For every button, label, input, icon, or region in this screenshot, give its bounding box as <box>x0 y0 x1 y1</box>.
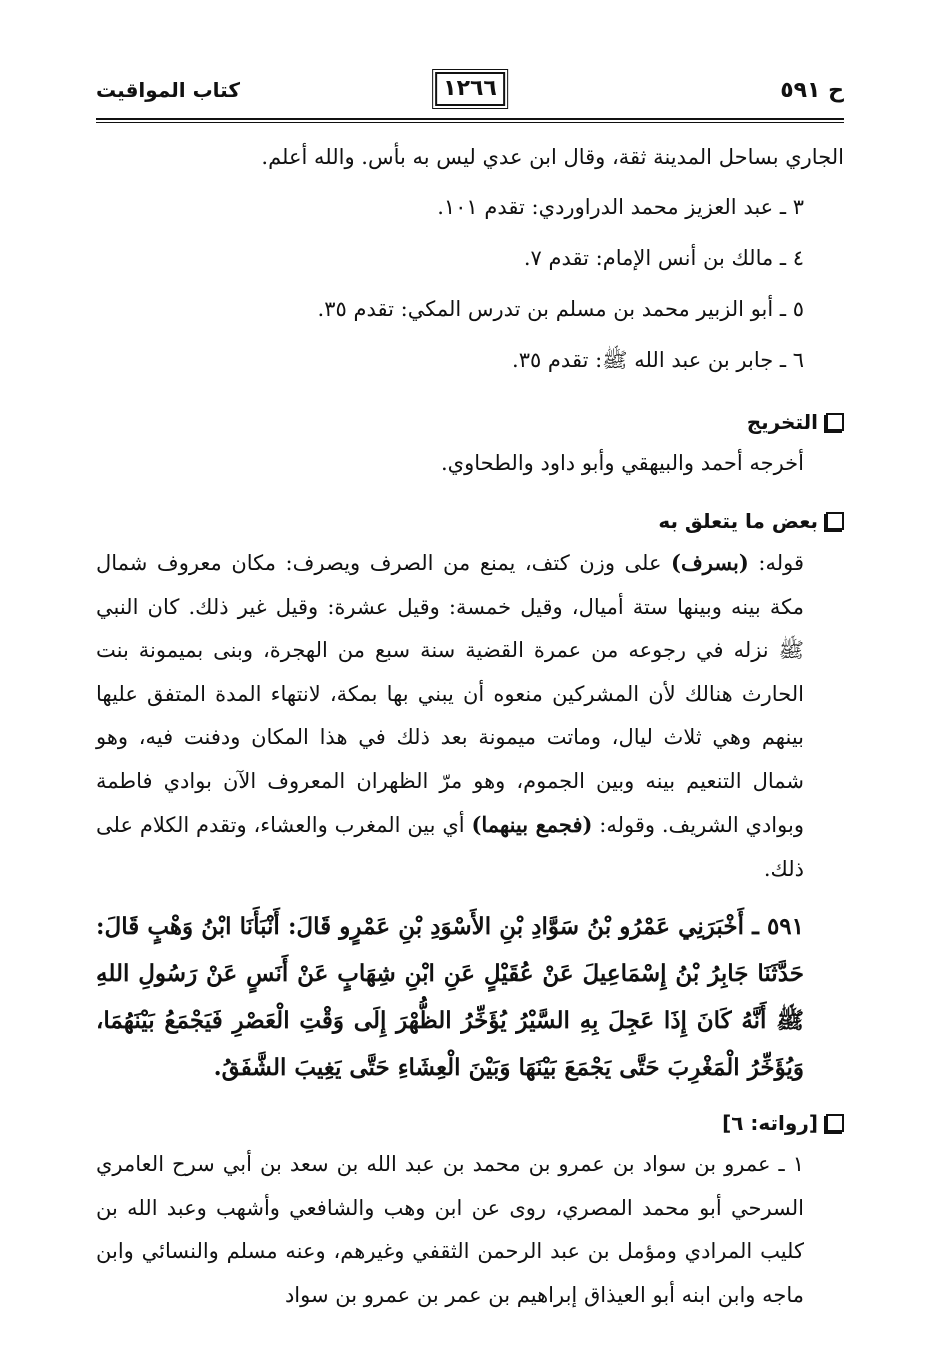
related-heading-label: بعض ما يتعلق به <box>658 509 818 533</box>
hadith-number: ح ٥٩١ <box>780 78 844 103</box>
list-item: ٥ ـ أبو الزبير محمد بن مسلم بن تدرس المكي: تقدم ٣٥. <box>317 296 804 321</box>
related-paragraph <box>96 541 844 891</box>
list-item: ٤ ـ مالك بن أنس الإمام: تقدم ٧. <box>523 245 804 270</box>
header-rule <box>96 118 844 120</box>
list-item: ٦ ـ جابر بن عبد الله ﷺ: تقدم ٣٥. <box>512 347 804 372</box>
intro-line: الجاري بساحل المدينة ثقة، وقال ابن عدي ليس به بأس. والله أعلم. <box>261 145 844 169</box>
checkbox-square-icon <box>826 512 844 530</box>
page-content <box>96 136 844 1317</box>
term-fajama: (فجمع بينهما) <box>471 812 593 837</box>
book-title: كتاب المواقيت <box>96 78 240 102</box>
header-rule-thin <box>96 122 844 123</box>
page-number: ١٢٦٦ <box>435 72 505 106</box>
page-header <box>96 72 844 116</box>
narrators-text: ١ ـ عمرو بن سواد بن عمرو بن محمد بن عبد الله بن سعد بن أبي سرح العامري السرحي أبو محمد المصري، روى عن ابن وهب والشافعي وأشهب وعبد الله بن كليب المرادي ومؤمل بن عبد الرحمن الثقفي وغيرهم، وعنه مسلم والنسائي وابن ماجه وابن ابنه أبو العيذاق إبراهيم بن عمر بن عمرو بن سواد <box>96 1152 804 1307</box>
related-heading <box>96 503 844 539</box>
hadith-text: ٥٩١ ـ أَخْبَرَنِي عَمْرُو بْنُ سَوَّادِ بْنِ الأَسْوَدِ بْنِ عَمْرٍو قَالَ: أَنْبَأَنَا ابْنُ وَهْبٍ قَالَ: حَدَّثَنَا جَابِرُ بْنُ إِسْمَاعِيلَ عَنْ عُقَيْلٍ عَنِ ابْنِ شِهَابٍ عَنْ أَنَسٍ عَنْ رَسُولِ اللهِ ﷺ أَنَّهُ كَانَ إِذَا عَجِلَ بِهِ السَّيْرُ يُؤَخِّرُ الظُّهْرَ إِلَى وَقْتِ الْعَصْرِ فَيَجْمَعُ بَيْنَهُمَا، وَيُؤَخِّرُ الْمَغْرِبَ حَتَّى يَجْمَعَ بَيْنَهَا وَبَيْنَ الْعِشَاءِ حَتَّى يَغِيبَ الشَّفَقُ. <box>96 913 804 1081</box>
narrators-list <box>96 182 844 386</box>
checkbox-square-icon <box>826 413 844 431</box>
term-basaraf: (بسرف) <box>671 550 749 575</box>
related-text-1: على وزن كتف، يمنع من الصرف ويصرف: مكان معروف شمال مكة بينه وبينها ستة أميال، وقيل خمسة: وقيل عشرة: وقيل غير ذلك. كان النبي ﷺ نزله في رجوعه من عمرة القضية سنة سبع من الهجرة، وبنى بميمونة بنت الحارث هنالك لأن المشركين منعوه أن يبني بها بمكة، لانتهاء المدة المتفق عليها بينهم وهي ثلاث ليال، وماتت ميمونة بعد ذلك في هذا المكان ودفنت فيه، وهو شمال التنعيم بينه وبين الجموم، وهو مرّ الظهران المعروف الآن بوادي فاطمة وبوادي الشريف. وقوله: <box>96 551 804 837</box>
related-text-2: أي بين المغرب والعشاء، وتقدم الكلام على ذلك. <box>96 813 804 881</box>
related-lead: قوله: <box>748 551 805 575</box>
narrators-heading-label: [رواته: ٦] <box>722 1111 818 1135</box>
takhrij-heading-label: التخريج <box>746 409 818 434</box>
list-item: ٣ ـ عبد العزيز محمد الدراوردي: تقدم ١٠١. <box>437 194 804 219</box>
takhrij-text: أخرجه أحمد والبيهقي وأبو داود والطحاوي. <box>440 450 804 475</box>
narrators-heading <box>96 1105 844 1141</box>
checkbox-square-icon <box>826 1114 844 1132</box>
takhrij-heading <box>96 404 844 440</box>
